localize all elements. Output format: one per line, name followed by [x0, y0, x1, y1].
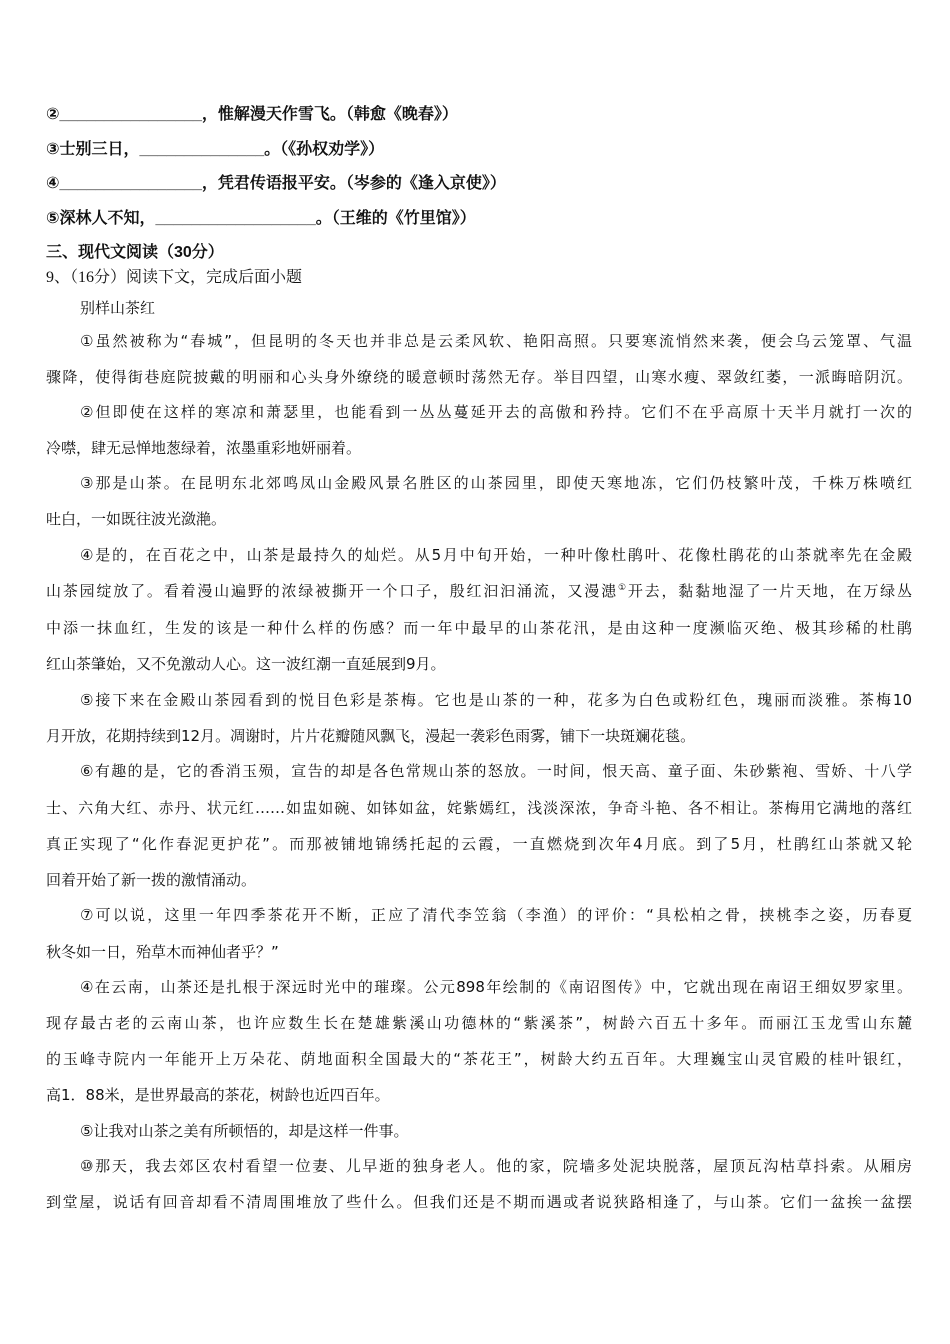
paragraph-4-line-2 [46, 580, 912, 601]
paragraph-2-line-1: ②但即使在这样的寒凉和萧瑟里，也能看到一丛丛蔓延开去的高傲和矜持。它们不在乎高原十天半月就打一次的 [80, 403, 912, 421]
paragraph-5-line-2: 月开放，花期持续到12月。凋谢时，片片花瓣随风飘飞，漫起一袭彩色雨雾，铺下一块斑斓花毯。 [46, 727, 696, 745]
section-heading: 三、现代文阅读（30分） [46, 244, 224, 261]
paragraph-4-line-4: 红山茶肇始，又不免激动人心。这一波红潮一直延展到9月。 [46, 655, 446, 673]
recitation-item-5: ⑤深林人不知，__________________。（王维的《竹里馆》） [46, 210, 476, 227]
recitation-item-3: ③士别三日，______________。（《孙权劝学》） [46, 141, 385, 158]
paragraph-4-line-1: ④是的，在百花之中，山茶是最持久的灿烂。从5月中旬开始，一种叶像杜鹃叶、花像杜鹃花的山茶就率先在金殿 [80, 546, 912, 564]
paragraph-8-line-4: 高1．88米，是世界最高的茶花，树龄也近四百年。 [46, 1086, 390, 1104]
paragraph-4-line-3: 中添一抹血红，生发的该是一种什么样的伤感？而一年中最早的山茶花汛，是由这种一度濒临灭绝、极其珍稀的杜鹃 [46, 619, 912, 637]
paragraph-10-line-2: 到堂屋，说话有回音却看不清周围堆放了些什么。但我们还是不期而遇或者说狭路相逢了，与山茶。它们一盆挨一盆摆 [46, 1193, 912, 1211]
paragraph-1-line-1: ①虽然被称为“春城”，但昆明的冬天也并非总是云柔风软、艳阳高照。只要寒流悄然来袭，便会乌云笼罩、气温 [80, 332, 912, 350]
paragraph-7-line-2: 秋冬如一日，殆草木而神仙者乎？” [46, 943, 279, 961]
paragraph-9-line-1: ⑤让我对山茶之美有所顿悟的，却是这样一件事。 [80, 1122, 409, 1140]
paragraph-10-line-1: ⑩那天，我去郊区农村看望一位妻、儿早逝的独身老人。他的家，院墙多处泥块脱落，屋顶瓦沟枯草抖索。从厢房 [80, 1157, 912, 1175]
paragraph-3-line-1: ③那是山茶。在昆明东北郊鸣凤山金殿风景名胜区的山茶园里，即使天寒地冻，它们仍枝繁叶茂，千株万株喷红 [80, 474, 912, 492]
paragraph-6-line-3: 真正实现了“化作春泥更护花”。而那被铺地锦绣托起的云霞，一直燃烧到次年4月底。到了5月，杜鹃红山茶就又轮 [46, 835, 912, 853]
recitation-item-4: ④________________，凭君传语报平安。（岑参的《逢入京使》） [46, 175, 506, 192]
paragraph-1-line-2: 骤降，使得街巷庭院披戴的明丽和心头身外缭绕的暖意顿时荡然无存。举目四望，山寒水瘦、翠敛红萎，一派晦暗阴沉。 [46, 368, 912, 386]
paragraph-8-line-3: 的玉峰寺院内一年能开上万朵花、荫地面积全国最大的“茶花王”，树龄大约五百年。大理巍宝山灵官殿的桂叶银红， [46, 1050, 912, 1068]
paragraph-3-line-2: 吐白，一如既往波光潋滟。 [46, 510, 227, 528]
question-intro: 9、（16分）阅读下文，完成后面小题 [46, 269, 303, 286]
paragraph-8-line-2: 现存最古老的云南山茶，也许应数生长在楚雄紫溪山功德林的“紫溪茶”，树龄六百五十多年。而丽江玉龙雪山东麓 [46, 1014, 912, 1032]
paragraph-8-line-1: ④在云南，山茶还是扎根于深远时光中的璀璨。公元898年绘制的《南诏图传》中，它就出现在南诏王细奴罗家里。 [80, 978, 912, 996]
footnote-marker: ① [617, 583, 628, 593]
paragraph-6-line-2: 士、六角大红、赤丹、状元红……如盅如碗、如钵如盆，姹紫嫣红，浅淡深浓，争奇斗艳、各不相让。茶梅用它满地的落红 [46, 799, 912, 817]
paragraph-6-line-1: ⑥有趣的是，它的香消玉殒，宣告的却是各色常规山茶的怒放。一时间，恨天高、童子面、朱砂紫袍、雪娇、十八学 [80, 762, 912, 780]
paragraph-5-line-1: ⑤接下来在金殿山茶园看到的悦目色彩是茶梅。它也是山茶的一种，花多为白色或粉红色，瑰丽而淡雅。茶梅10 [80, 691, 912, 709]
paragraph-2-line-2: 冷噤，肆无忌惮地葱绿着，浓墨重彩地妍丽着。 [46, 439, 362, 457]
paragraph-6-line-4: 回着开始了新一拨的激情涌动。 [46, 871, 257, 889]
paragraph-4-line-2-part-1: 山茶园绽放了。看着漫山遍野的浓绿被撕开一个口子，殷红汩汩涌流，又漫漶 [46, 582, 618, 600]
recitation-item-2: ②________________，惟解漫天作雪飞。（韩愈《晚春》） [46, 106, 458, 123]
paragraph-4-line-2-part-2: 开去，黏黏地湿了一片天地，在万绿丛 [627, 582, 912, 600]
paragraph-7-line-1: ⑦可以说，这里一年四季茶花开不断，正应了清代李笠翁（李渔）的评价：“具松柏之骨，挟桃李之姿，历春夏 [80, 906, 912, 924]
article-title: 别样山茶红 [80, 301, 156, 317]
